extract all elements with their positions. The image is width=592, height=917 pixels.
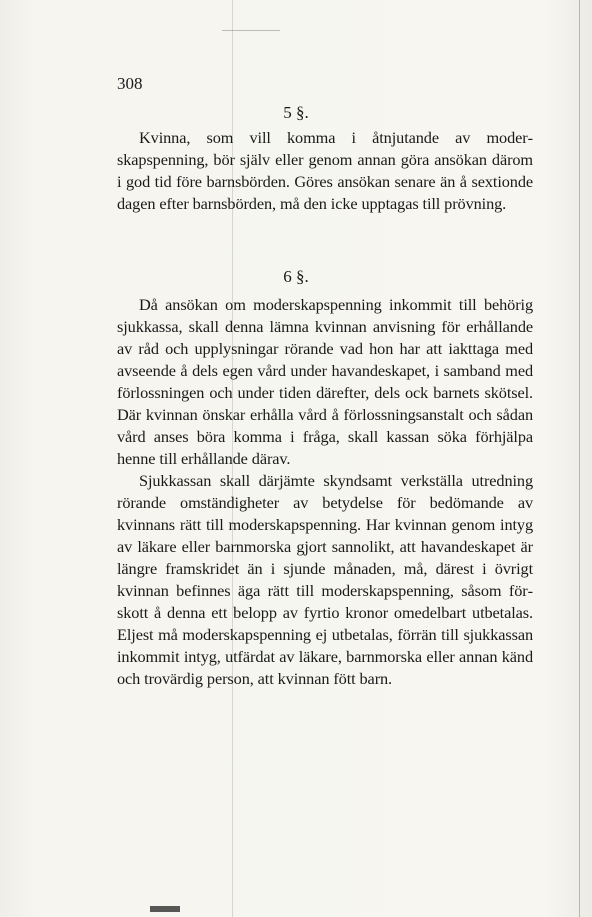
section-6-paragraph-2: Sjukkassan skall därjämte skyndsamt verkställa utredning rörande omständigheter av betydelse för bedömande av kvinnans rätt till moderskapspenning. Har kvinnan genom intyg av läkare eller barnmorska gjort sannolikt, att havandeskapet är längre framskridet än i sjunde månaden, må, därest i övrigt kvinnan befinnes äga rätt till moderskapspenning, såsom förskott å denna ett belopp av fyrtio kronor omedelbart utbetalas. Eljest må moderskapspenning ej utbetalas, förrän till sjukkassan inkommit intyg, utfärdat av läkare, barnmorska eller annan känd och trovärdig person, att kvinnan fött barn.: [117, 471, 533, 688]
section-6-body: [117, 294, 533, 690]
section-6-heading: 6 §.: [283, 267, 309, 286]
page-edge-line: [579, 0, 580, 917]
scan-artifact-mark: [150, 906, 180, 912]
page-number: 308: [117, 74, 143, 93]
section-5-paragraph: Kvinna, som vill komma i åtnjutande av moderskapspenning, bör själv eller genom annan göra ansökan därom i god tid före barnsbörden. Göres ansökan senare än å sextionde dagen efter barnsbörden, må den icke upptagas till prövning.: [117, 128, 533, 213]
section-5-heading: 5 §.: [283, 103, 309, 122]
section-6-paragraph-1: Då ansökan om moderskapspenning inkommit till behörig sjukkassa, skall denna lämna kvinnan anvisning för erhållande av råd och upplysningar rörande vad hon har att iakttaga med avseende å dels egen vård under havandeskapet, i samband med förlossningen och under tiden därefter, dels ock barnets skötsel. Där kvinnan önskar erhålla vård å förlossningsanstalt och sådan vård anses böra komma i fråga, skall kassan söka förhjälpa henne till erhållande därav.: [117, 295, 533, 468]
section-5-body: [117, 127, 533, 215]
top-rule: [222, 30, 280, 31]
